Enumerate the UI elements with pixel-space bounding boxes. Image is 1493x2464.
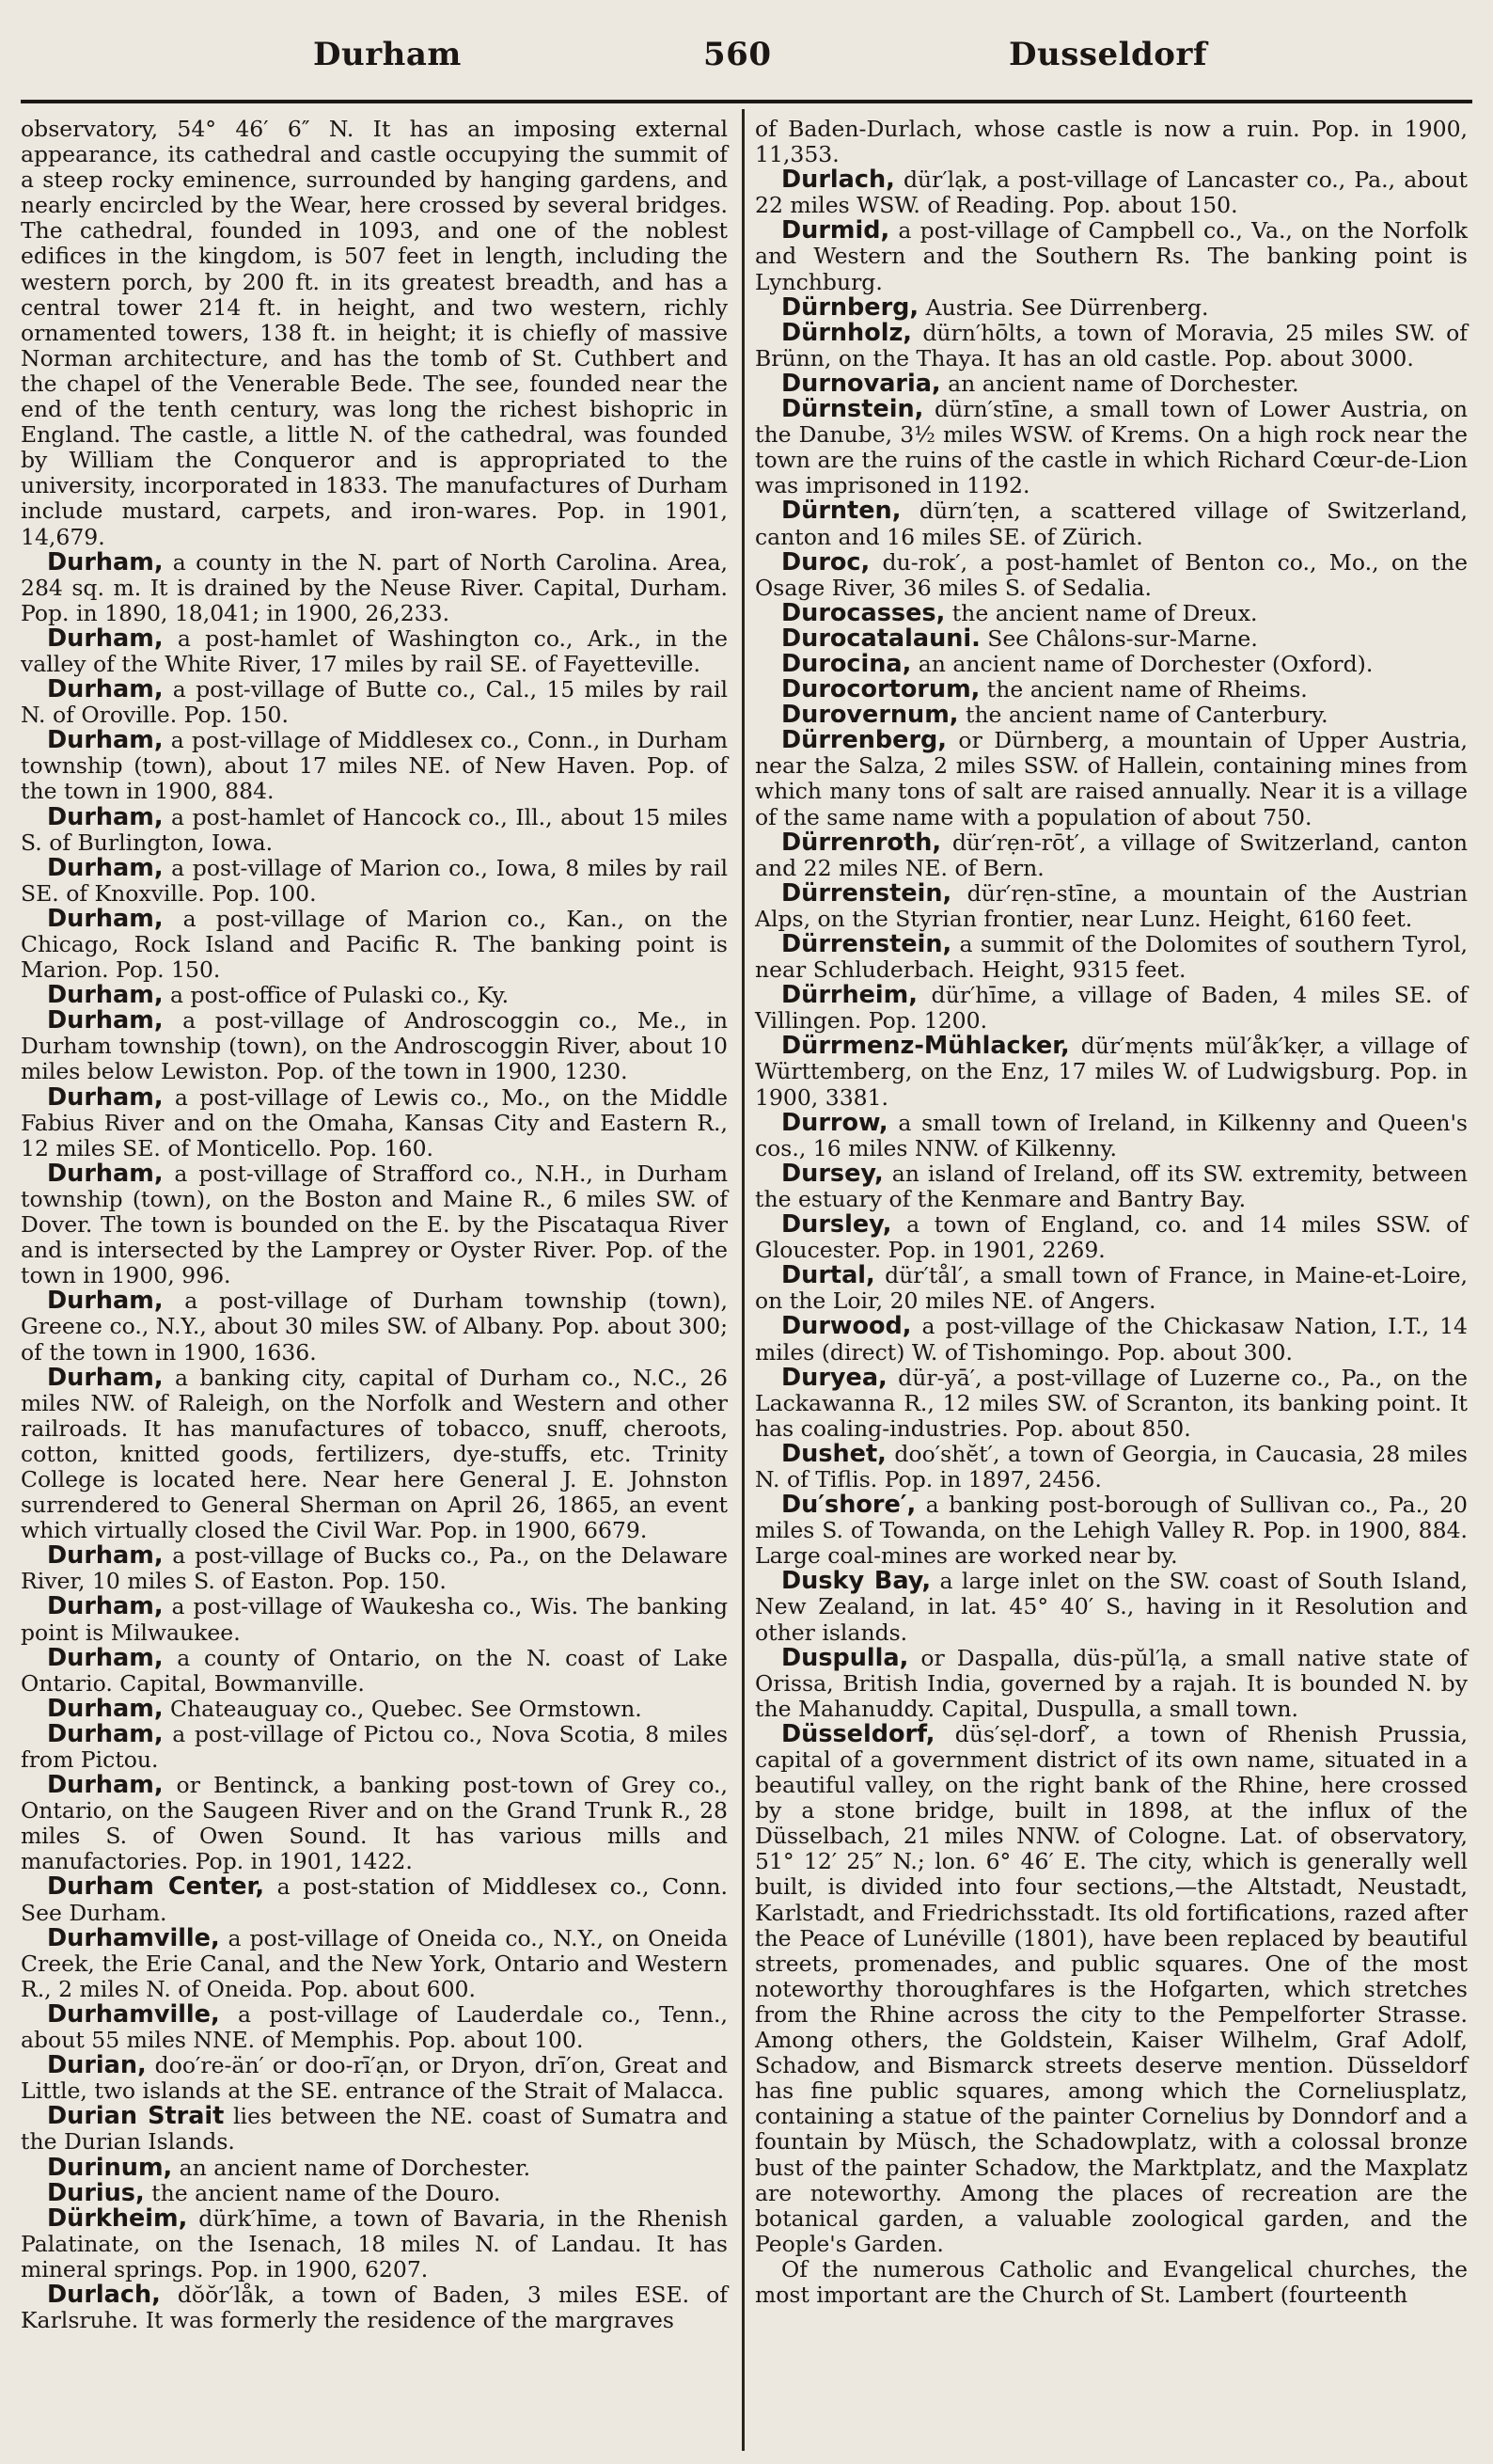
gazetteer-entry	[21, 1082, 728, 1161]
entry-headword: Dürrheim,	[781, 981, 918, 1010]
entry-text: Chateauguay co., Quebec. See Ormstown.	[163, 1695, 642, 1722]
entry-headword: Durocortorum,	[781, 675, 981, 704]
entry-headword: Durham,	[47, 1082, 164, 1112]
entry-headword: Dürrenstein,	[781, 930, 952, 958]
entry-text: a post-village of Butte co., Cal., 15 miles by rail N. of Oroville. Pop. 150.	[21, 676, 728, 729]
gazetteer-entry	[21, 802, 728, 856]
gazetteer-entry	[755, 649, 1468, 678]
entry-headword: Durtal,	[781, 1261, 875, 1290]
gazetteer-entry	[21, 2104, 728, 2155]
gazetteer-entry	[755, 1569, 1468, 1645]
entry-text: a post-village of Oneida co., N.Y., on Oneida Creek, the Erie Canal, and the New York, Ontario and Western R., 2 miles N. of Oneida. Pop. about 600.	[21, 1924, 728, 2002]
gazetteer-entry	[21, 728, 728, 804]
entry-headword: Dushet,	[781, 1439, 887, 1468]
entry-headword: Dursley,	[781, 1210, 892, 1240]
entry-text: a large inlet on the SW. coast of South Island, New Zealand, in lat. 45° 40′ S., having in it Resolution and other islands.	[755, 1568, 1468, 1646]
entry-text: lies between the NE. coast of Sumatra and the Durian Islands.	[21, 2103, 728, 2156]
entry-headword: Durham,	[47, 1771, 164, 1800]
entry-headword: Durham,	[47, 547, 164, 577]
entry-text: a post-village of Bucks co., Pa., on the Delaware River, 10 miles S. of Easton. Pop. 150.	[21, 1542, 728, 1595]
entry-text: a post-office of Pulaski co., Ky.	[163, 982, 510, 1009]
gazetteer-entry	[755, 167, 1468, 218]
entry-text: a post-hamlet of Washington co., Ark., in the valley of the White River, 17 miles by rail SE. of Fayetteville.	[21, 624, 728, 677]
entry-text: doo′re-än′ or doo-rī′ạn, or Dryon, drī′on, Great and Little, two islands at the SE. entrance of the Strait of Malacca.	[21, 2052, 728, 2105]
entry-headword: Durham,	[47, 1363, 164, 1392]
gazetteer-entry	[755, 1439, 1468, 1493]
gazetteer-entry	[21, 2282, 728, 2333]
entry-headword: Durhamville,	[47, 1923, 220, 1952]
left-guide-word: Durham	[313, 36, 462, 73]
entry-headword: Dürrenstein,	[781, 878, 952, 908]
gazetteer-entry	[755, 1161, 1468, 1212]
entry-text: See Châlons-sur-Marne.	[980, 624, 1258, 652]
entry-headword: Durham,	[47, 1643, 164, 1672]
entry-text: observatory, 54° 46′ 6″ N. It has an imposing external appearance, its cathedral and castle occupying the summit of a steep rocky eminence, surrounded by hanging gardens, and nearly encircled by the Wear, here crossed by several bridges. The cathedral, founded in 1093, and one of the noblest edifices in the kingdom, is 507 feet in length, including the western porch, by 200 ft. in its greatest breadth, and has a central tower 214 ft. in height, and two western, richly ornamented towers, 138 ft. in height; it is chiefly of massive Norman architecture, and has the tomb of St. Cuthbert and the chapel of the Venerable Bede. The see, founded near the end of the tenth century, was long the richest bishopric in England. The castle, a little N. of the cathedral, was founded by William the Conqueror and is appropriated to the university, incorporated in 1833. The manufactures of Durham include mustard, carpets, and iron-wares. Pop. in 1901, 14,679.	[21, 116, 728, 550]
entry-text: a post-village of Waukesha co., Wis. The banking point is Milwaukee.	[21, 1593, 728, 1646]
entry-headword: Durius,	[47, 2178, 145, 2207]
entry-text: a post-village of Middlesex co., Conn., in Durham township (town), about 17 miles NE. of New Haven. Pop. of the town in 1900, 884.	[21, 727, 728, 805]
entry-text: dür′rẹn-rōt′, a village of Switzerland, canton and 22 miles NE. of Bern.	[755, 829, 1468, 881]
entry-text: or Bentinck, a banking post-town of Grey co., Ontario, on the Saugeen River and on the Grand Trunk R., 28 miles S. of Owen Sound. It has various mills and manufactories. Pop. in 1901, 1422.	[21, 1772, 728, 1875]
entry-text: a post-village of Lewis co., Mo., on the Middle Fabius River and on the Omaha, Kansas City and Eastern R., 12 miles SE. of Monticello. Pop. 160.	[21, 1083, 728, 1161]
entry-headword: Dürnstein,	[781, 395, 924, 424]
gazetteer-entry	[21, 1694, 728, 1723]
entry-headword: Duryea,	[781, 1363, 888, 1392]
entry-headword: Durocina,	[781, 649, 912, 678]
gazetteer-entry	[21, 1999, 728, 2054]
entry-text: the ancient name of Rheims.	[980, 676, 1308, 703]
entry-headword: Dürkheim,	[47, 2203, 188, 2233]
gazetteer-entry	[21, 1288, 728, 1365]
entry-headword: Durrow,	[781, 1108, 888, 1137]
gazetteer-entry	[755, 1314, 1468, 1365]
gazetteer-entry	[755, 830, 1468, 881]
gazetteer-entry	[21, 1594, 728, 1645]
entry-headword: Durhamville,	[47, 1999, 220, 2029]
entry-headword: Durham,	[47, 981, 164, 1010]
gazetteer-entry	[21, 2203, 728, 2282]
gazetteer-entry	[755, 677, 1468, 703]
gazetteer-entry	[755, 1034, 1468, 1110]
gazetteer-entry	[755, 1363, 1468, 1442]
gazetteer-entry	[755, 1108, 1468, 1161]
entry-text: or Dürnberg, a mountain of Upper Austria, near the Salza, 2 miles SSW. of Hallein, containing mines from which many tons of salt are raised annually. Near it is a village of the same name with a population of about 750.	[755, 727, 1468, 830]
entry-headword: Durham,	[47, 1541, 164, 1571]
entry-headword: Durham,	[47, 1719, 164, 1748]
entry-headword: Durinum,	[47, 2153, 173, 2182]
entry-text: a summit of the Dolomites of southern Tyrol, near Schluderbach. Height, 9315 feet.	[755, 931, 1468, 984]
entry-text: the ancient name of Canterbury.	[958, 702, 1328, 729]
entry-headword: Durham,	[47, 1287, 164, 1316]
entry-headword: Duspulla,	[781, 1643, 909, 1672]
entry-text: dürn′hōlts, a town of Moravia, 25 miles SW. of Brünn, on the Thaya. It has an old castle. Pop. about 3000.	[755, 319, 1468, 371]
entry-text: a small town of Ireland, in Kilkenny and Queen's cos., 16 miles NNW. of Kilkenny.	[755, 1109, 1468, 1161]
gazetteer-entry	[21, 1008, 728, 1084]
gazetteer-entry	[755, 371, 1468, 397]
entry-text: dür′lạk, a post-village of Lancaster co., Pa., about 22 miles WSW. of Reading. Pop. about 150.	[755, 166, 1468, 219]
entry-text: a post-village of the Chickasaw Nation, I.T., 14 miles (direct) W. of Tishomingo. Pop. about 300.	[755, 1313, 1468, 1366]
gazetteer-entry	[755, 117, 1468, 167]
entry-headword: Dürrmenz-Mühlacker,	[781, 1032, 1070, 1061]
gazetteer-entry	[755, 292, 1468, 322]
entry-text: a post-village of Durham township (town), Greene co., N.Y., about 30 miles SW. of Albany. Pop. about 300; of the town in 1900, 1636.	[21, 1287, 728, 1366]
header-rule	[21, 100, 1472, 103]
entry-text: the ancient name of Dreux.	[945, 599, 1258, 626]
entry-text: a banking city, capital of Durham co., N.C., 26 miles NW. of Raleigh, on the Norfolk and Western and other railroads. It has manufactures of tobacco, snuff, cheroots, cotton, knitted goods, fertilizers, dye-stuffs, etc. Trinity College is located here. Near here General J. E. Johnston surrendered to General Sherman on April 26, 1865, an event which virtually closed the Civil War. Pop. in 1900, 6679.	[21, 1364, 728, 1544]
entry-headword: Durian,	[47, 2051, 147, 2080]
gazetteer-entry	[21, 2053, 728, 2104]
column-divider	[742, 109, 745, 2451]
entry-text: düs′sẹl-dorf′, a town of Rhenish Prussia, capital of a government district of its own name, situated in a beautiful valley, on the right bank of the Rhine, here crossed by a stone bridge, built in 1898, at the influx of the Düsselbach, 21 miles NNW. of Cologne. Lat. of observatory, 51° 12′ 25″ N.; lon. 6° 46′ E. The city, which is generally well built, is divided into four sections,—the Altstadt, Neustadt, Karlstadt, and Friedrichsstadt. Its old fortifications, razed after the Peace of Lunéville (1801), have been replaced by beautiful streets, promenades, and public squares. One of the most noteworthy thoroughfares is the Hofgarten, which stretches from the Rhine across the city to the Pempelforter Strasse. Among others, the Goldstein, Kaiser Wilhelm, Graf Adolf, Schadow, and Bismarck streets deserve mention. Düsseldorf has fine public squares, among which the Corneliusplatz, containing a statue of the painter Cornelius by Donndorf and a fountain by Müsch, the Schadowplatz, with a colossal bronze bust of the painter Schadow, the Marktplatz, and the Maxplatz are noteworthy. Among the places of recreation are the botanical garden, a valuable zoological garden, and the People's Garden.	[755, 1720, 1468, 2257]
entry-text: a post-village of Strafford co., N.H., in Durham township (town), on the Boston and Maine R., 6 miles SW. of Dover. The town is bounded on the E. by the Piscataqua River and is intersected by the Lamprey or Oyster River. Pop. of the town in 1900, 996.	[21, 1160, 728, 1289]
entry-headword: Du′shore′,	[781, 1491, 917, 1520]
entry-headword: Durham,	[47, 853, 164, 882]
entry-text: du-rok′, a post-hamlet of Benton co., Mo., on the Osage River, 36 miles S. of Sedalia.	[755, 548, 1468, 601]
gazetteer-entry	[755, 878, 1468, 932]
gazetteer-entry	[21, 2153, 728, 2182]
entry-text: an ancient name of Dorchester (Oxford).	[911, 650, 1374, 677]
entry-headword: Durham Center,	[47, 1872, 265, 1902]
entry-headword: Durlach,	[47, 2280, 161, 2309]
entry-text: a post-village of Pictou co., Nova Scotia, 8 miles from Pictou.	[21, 1720, 728, 1773]
entry-text: dür′rẹn-stīne, a mountain of the Austrian Alps, on the Styrian frontier, near Lunz. Height, 6160 feet.	[755, 879, 1468, 932]
page-header	[0, 36, 1493, 92]
gazetteer-entry	[755, 598, 1468, 627]
gazetteer-entry	[755, 932, 1468, 983]
entry-headword: Durham,	[47, 1006, 164, 1035]
entry-headword: Durham,	[47, 904, 164, 933]
entry-headword: Durham,	[47, 726, 164, 755]
entry-text: Of the numerous Catholic and Evangelical churches, the most important are the Church of St. Lambert (fourteenth	[755, 2255, 1468, 2308]
entry-headword: Durmid,	[781, 216, 890, 245]
gazetteer-entry	[21, 1874, 728, 1925]
gazetteer-entry	[755, 983, 1468, 1034]
entry-headword: Durovernum,	[781, 701, 959, 730]
entry-headword: Durham,	[47, 624, 164, 653]
entry-headword: Durnovaria,	[781, 369, 941, 398]
entry-headword: Dursey,	[781, 1159, 884, 1188]
entry-text: doo′shĕt′, a town of Georgia, in Caucasia, 28 miles N. of Tiflis. Pop. in 1897, 2456.	[755, 1440, 1468, 1493]
entry-headword: Dürrenroth,	[781, 828, 942, 857]
entry-headword: Durocatalauni.	[781, 624, 981, 653]
entry-text: dürn′stīne, a small town of Lower Austria, on the Danube, 3½ miles WSW. of Krems. On a high rock near the town are the ruins of the castle in which Richard Cœur-de-Lion was imprisoned in 1192.	[755, 396, 1468, 499]
entry-text: a banking post-borough of Sullivan co., Pa., 20 miles S. of Towanda, on the Lehigh Valley R. Pop. in 1900, 884. Large coal-mines are worked near by.	[755, 1492, 1468, 1570]
entry-headword: Duroc,	[781, 547, 871, 577]
gazetteer-entry	[21, 117, 728, 550]
gazetteer-entry	[755, 547, 1468, 601]
entry-text: of Baden-Durlach, whose castle is now a ruin. Pop. in 1900, 11,353.	[755, 116, 1468, 168]
gazetteer-entry	[755, 1643, 1468, 1722]
entry-text: dür′mẹnts mül′åk′kẹr, a village of Württemberg, on the Enz, 17 miles W. of Ludwigsburg. Pop. in 1900, 3381.	[755, 1033, 1468, 1111]
gazetteer-entry	[755, 318, 1468, 371]
entry-headword: Dürrenberg,	[781, 726, 947, 755]
entry-text: a county in the N. part of North Carolina. Area, 284 sq. m. It is drained by the Neuse River. Capital, Durham. Pop. in 1890, 18,041; in 1900, 26,233.	[21, 548, 728, 626]
gazetteer-entry	[755, 728, 1468, 829]
gazetteer-entry	[21, 1719, 728, 1773]
gazetteer-entry	[21, 1923, 728, 2002]
entry-text: a post-hamlet of Hancock co., Ill., about 15 miles S. of Burlington, Iowa.	[21, 803, 728, 856]
entry-headword: Durwood,	[781, 1312, 912, 1341]
entry-headword: Dusky Bay,	[781, 1567, 932, 1596]
page-number: 560	[703, 36, 772, 73]
entry-text: the ancient name of the Douro.	[144, 2179, 501, 2206]
gazetteer-entry	[755, 397, 1468, 498]
entry-headword: Dürnholz,	[781, 318, 912, 347]
entry-text: a post-village of Marion co., Kan., on the Chicago, Rock Island and Pacific R. The banking point is Marion. Pop. 150.	[21, 905, 728, 984]
entry-headword: Durham,	[47, 1592, 164, 1621]
entry-headword: Düsseldorf,	[781, 1719, 935, 1748]
entry-headword: Durocasses,	[781, 598, 946, 627]
gazetteer-entry	[21, 1161, 728, 1288]
entry-headword: Durlach,	[781, 166, 895, 195]
entry-text: a post-village of Lauderdale co., Tenn., about 55 miles NNE. of Memphis. Pop. about 100.	[21, 2000, 728, 2054]
entry-text: dŏŏr′låk, a town of Baden, 3 miles ESE. of Karlsruhe. It was formerly the residence of the margraves	[21, 2281, 728, 2334]
gazetteer-entry	[21, 1363, 728, 1544]
gazetteer-entry	[755, 1493, 1468, 1569]
entry-headword: Dürnten,	[781, 497, 902, 526]
entry-headword: Durian Strait	[47, 2102, 225, 2131]
gazetteer-entry	[755, 1263, 1468, 1314]
entry-text: an ancient name of Dorchester.	[940, 370, 1299, 397]
gazetteer-entry	[755, 498, 1468, 549]
gazetteer-entry	[755, 1212, 1468, 1263]
entry-text: dür-yā′, a post-village of Luzerne co., Pa., on the Lackawanna R., 12 miles SW. of Scranton, its banking point. It has coaling-industries. Pop. about 850.	[755, 1364, 1468, 1442]
entry-text: a post-village of Marion co., Iowa, 8 miles by rail SE. of Knoxville. Pop. 100.	[21, 854, 728, 907]
right-guide-word: Dusseldorf	[1009, 36, 1208, 73]
gazetteer-entry	[21, 677, 728, 728]
gazetteer-entry	[21, 1543, 728, 1594]
gazetteer-entry	[755, 218, 1468, 294]
entry-text: dür′hīme, a village of Baden, 4 miles SE. of Villingen. Pop. 1200.	[755, 982, 1468, 1035]
entry-text: a post-station of Middlesex co., Conn. See Durham.	[21, 1873, 728, 1926]
entry-headword: Durham,	[47, 1694, 164, 1723]
gazetteer-entry	[755, 2257, 1468, 2308]
gazetteer-entry	[21, 626, 728, 677]
gazetteer-entry	[21, 2178, 728, 2207]
left-column	[21, 117, 728, 2333]
gazetteer-entry	[21, 1773, 728, 1874]
entry-text: a county of Ontario, on the N. coast of Lake Ontario. Capital, Bowmanville.	[21, 1644, 728, 1697]
entry-headword: Durham,	[47, 1159, 164, 1188]
entry-text: an ancient name of Dorchester.	[172, 2154, 531, 2181]
entry-text: or Daspalla, düs-pŭl′lạ, a small native state of Orissa, British India, governed by a rajah. It is bounded N. by the Mahanuddy. Capital, Duspulla, a small town.	[755, 1644, 1468, 1722]
gazetteer-entry	[21, 1643, 728, 1697]
gazetteer-entry	[755, 1719, 1468, 2257]
gazetteer-entry	[21, 547, 728, 626]
entry-headword: Dürnberg,	[781, 292, 919, 322]
gazetteer-entry	[21, 853, 728, 907]
entry-text: a post-village of Androscoggin co., Me., in Durham township (town), on the Androscoggin River, about 10 miles below Lewiston. Pop. of the town in 1900, 1230.	[21, 1007, 728, 1085]
entry-text: dürk′hīme, a town of Bavaria, in the Rhenish Palatinate, on the Isenach, 18 miles N. of Landau. It has mineral springs. Pop. in 1900, 6207.	[21, 2204, 728, 2282]
entry-headword: Durham,	[47, 675, 164, 704]
gazetteer-entry	[755, 626, 1468, 652]
gazetteer-entry	[755, 703, 1468, 728]
entry-text: an island of Ireland, off its SW. extremity, between the estuary of the Kenmare and Bantry Bay.	[755, 1160, 1468, 1212]
gazetteer-entry	[21, 983, 728, 1008]
entry-text: dürn′tẹn, a scattered village of Switzerland, canton and 16 miles SE. of Zürich.	[755, 498, 1468, 550]
entry-headword: Durham,	[47, 802, 164, 831]
entry-text: dür′tål′, a small town of France, in Maine-et-Loire, on the Loir, 20 miles NE. of Angers.	[755, 1262, 1468, 1315]
entry-text: a post-village of Campbell co., Va., on the Norfolk and Western and the Southern Rs. The banking point is Lynchburg.	[755, 217, 1468, 295]
gazetteer-entry	[21, 904, 728, 984]
entry-text: a town of England, co. and 14 miles SSW. of Gloucester. Pop. in 1901, 2269.	[755, 1211, 1468, 1264]
right-column	[755, 117, 1468, 2308]
entry-text: Austria. See Dürrenberg.	[919, 293, 1209, 321]
